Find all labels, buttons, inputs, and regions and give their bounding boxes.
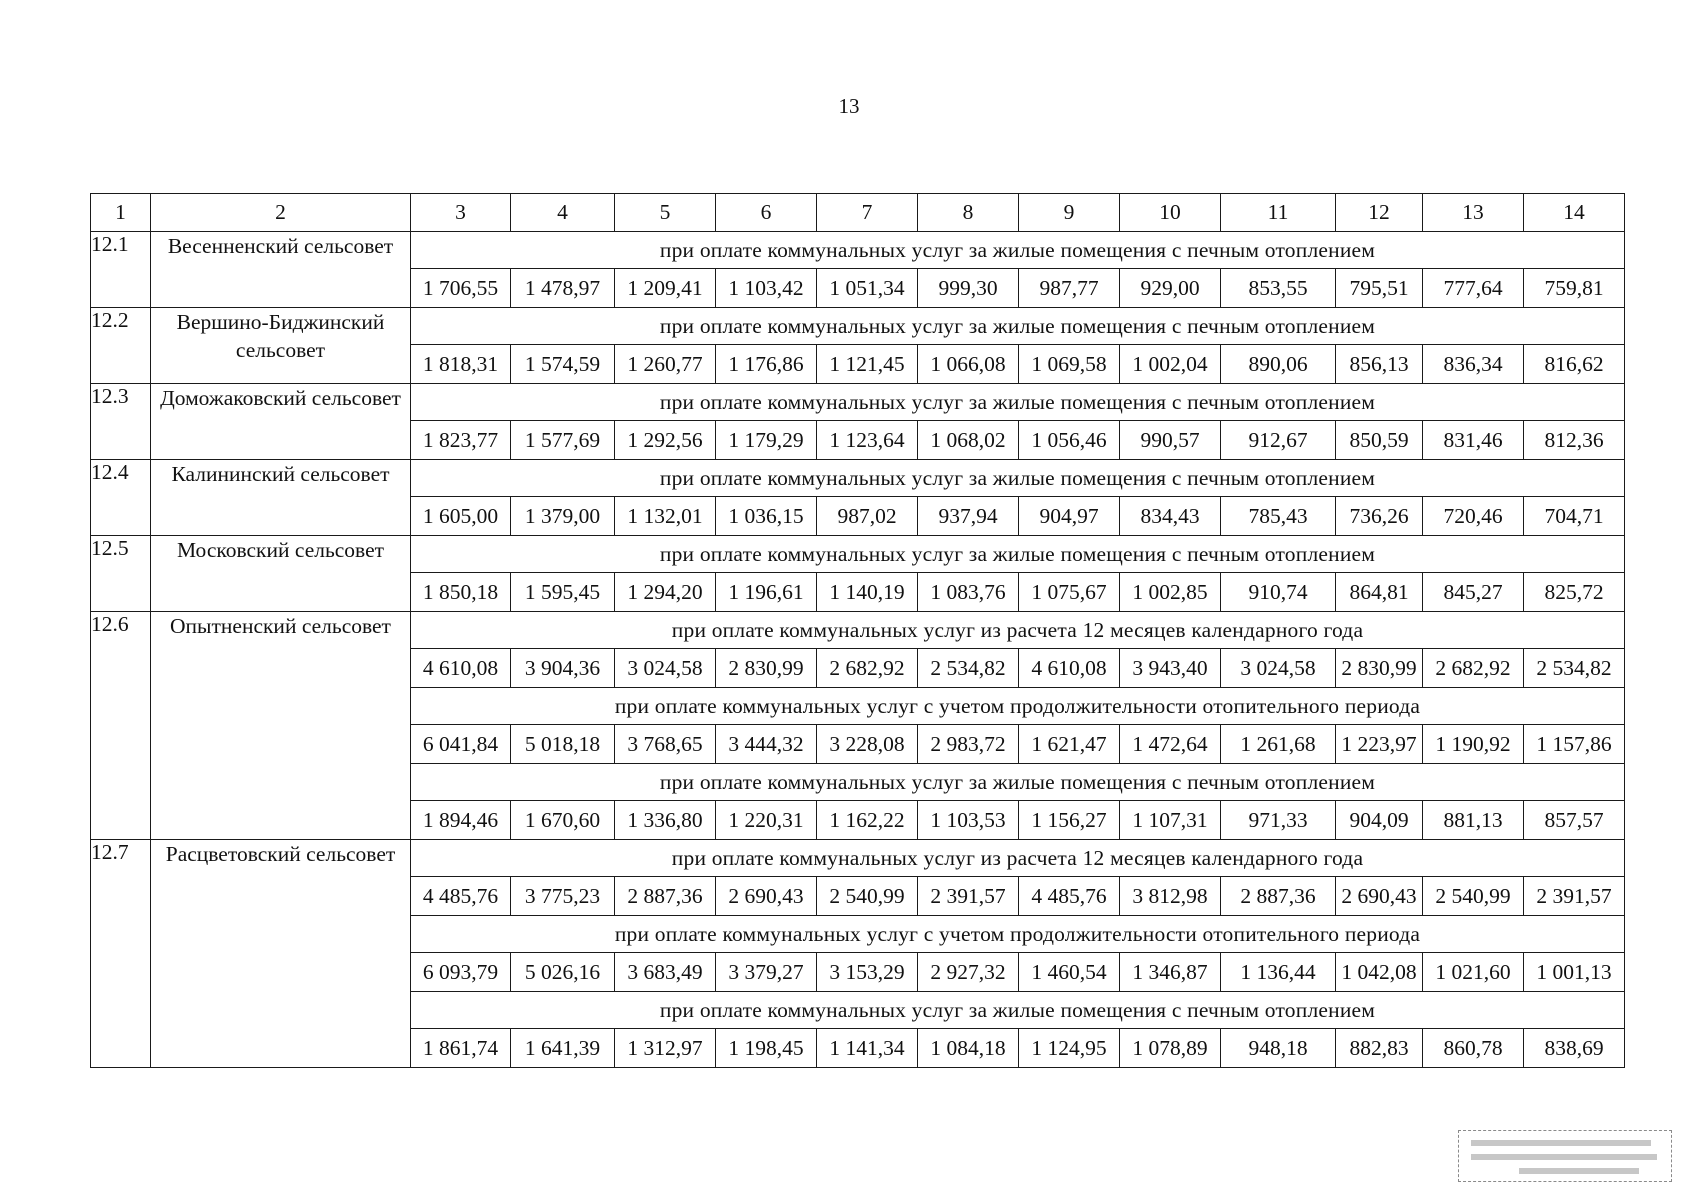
tariff-value: 1 176,86: [716, 345, 817, 384]
tariff-value: 882,83: [1336, 1029, 1423, 1068]
section-title: при оплате коммунальных услуг с учетом продолжительности отопительного периода: [411, 916, 1625, 953]
section-title: при оплате коммунальных услуг за жилые помещения с печным отоплением: [411, 536, 1625, 573]
tariff-value: 1 861,74: [411, 1029, 511, 1068]
tariff-value: 856,13: [1336, 345, 1423, 384]
tariff-value: 831,46: [1423, 421, 1524, 460]
entry-index: 12.5: [91, 536, 151, 612]
entry-name: Весенненский сельсовет: [151, 232, 411, 308]
tariff-value: 1 336,80: [615, 801, 716, 840]
entry-name: Расцветовский сельсовет: [151, 840, 411, 1068]
tariff-value: 1 157,86: [1524, 725, 1625, 764]
tariff-value: 971,33: [1221, 801, 1336, 840]
tariff-value: 1 261,68: [1221, 725, 1336, 764]
tariff-value: 834,43: [1120, 497, 1221, 536]
section-title-row: [91, 536, 1625, 573]
section-title: при оплате коммунальных услуг за жилые помещения с печным отоплением: [411, 460, 1625, 497]
tariff-value: 736,26: [1336, 497, 1423, 536]
tariff-value: 1 478,97: [511, 269, 615, 308]
tariff-value: 1 107,31: [1120, 801, 1221, 840]
column-number: 14: [1524, 194, 1625, 232]
section-title: при оплате коммунальных услуг за жилые помещения с печным отоплением: [411, 232, 1625, 269]
section-title-row: [91, 612, 1625, 649]
tariff-value: 4 610,08: [411, 649, 511, 688]
tariff-value: 904,09: [1336, 801, 1423, 840]
official-stamp: [1458, 1130, 1672, 1182]
tariff-value: 1 209,41: [615, 269, 716, 308]
tariff-value: 1 220,31: [716, 801, 817, 840]
tariff-table: [90, 193, 1625, 1068]
tariff-value: 1 605,00: [411, 497, 511, 536]
tariff-value: 1 051,34: [817, 269, 918, 308]
tariff-value: 1 641,39: [511, 1029, 615, 1068]
tariff-value: 1 083,76: [918, 573, 1019, 612]
section-title: при оплате коммунальных услуг за жилые помещения с печным отоплением: [411, 384, 1625, 421]
tariff-value: 3 812,98: [1120, 877, 1221, 916]
tariff-value: 838,69: [1524, 1029, 1625, 1068]
tariff-value: 1 002,85: [1120, 573, 1221, 612]
tariff-value: 2 391,57: [1524, 877, 1625, 916]
tariff-value: 1 141,34: [817, 1029, 918, 1068]
section-title-row: [91, 840, 1625, 877]
tariff-value: 1 075,67: [1019, 573, 1120, 612]
tariff-value: 759,81: [1524, 269, 1625, 308]
entry-index: 12.7: [91, 840, 151, 1068]
tariff-value: 948,18: [1221, 1029, 1336, 1068]
tariff-value: 6 093,79: [411, 953, 511, 992]
tariff-value: 1 002,04: [1120, 345, 1221, 384]
tariff-value: 5 018,18: [511, 725, 615, 764]
tariff-value: 2 540,99: [817, 877, 918, 916]
tariff-value: 3 943,40: [1120, 649, 1221, 688]
tariff-value: 1 595,45: [511, 573, 615, 612]
entry-name: Московский сельсовет: [151, 536, 411, 612]
tariff-value: 3 444,32: [716, 725, 817, 764]
tariff-value: 2 927,32: [918, 953, 1019, 992]
tariff-value: 1 103,42: [716, 269, 817, 308]
tariff-value: 1 001,13: [1524, 953, 1625, 992]
column-number: 13: [1423, 194, 1524, 232]
tariff-value: 825,72: [1524, 573, 1625, 612]
tariff-value: 1 042,08: [1336, 953, 1423, 992]
tariff-value: 1 292,56: [615, 421, 716, 460]
column-number: 8: [918, 194, 1019, 232]
tariff-value: 1 136,44: [1221, 953, 1336, 992]
column-number: 5: [615, 194, 716, 232]
section-title: при оплате коммунальных услуг из расчета 12 месяцев календарного года: [411, 840, 1625, 877]
entry-index: 12.6: [91, 612, 151, 840]
tariff-value: 3 024,58: [615, 649, 716, 688]
tariff-value: 4 485,76: [1019, 877, 1120, 916]
section-title: при оплате коммунальных услуг за жилые помещения с печным отоплением: [411, 992, 1625, 1029]
tariff-value: 2 540,99: [1423, 877, 1524, 916]
tariff-value: 1 123,64: [817, 421, 918, 460]
tariff-value: 785,43: [1221, 497, 1336, 536]
entry-index: 12.1: [91, 232, 151, 308]
tariff-value: 1 084,18: [918, 1029, 1019, 1068]
tariff-value: 1 346,87: [1120, 953, 1221, 992]
section-title-row: [91, 384, 1625, 421]
tariff-value: 2 830,99: [1336, 649, 1423, 688]
entry-name: Калининский сельсовет: [151, 460, 411, 536]
tariff-value: 3 228,08: [817, 725, 918, 764]
column-number: 3: [411, 194, 511, 232]
entry-index: 12.4: [91, 460, 151, 536]
tariff-value: 999,30: [918, 269, 1019, 308]
tariff-value: 910,74: [1221, 573, 1336, 612]
tariff-value: 2 534,82: [918, 649, 1019, 688]
column-number: 7: [817, 194, 918, 232]
tariff-value: 795,51: [1336, 269, 1423, 308]
tariff-value: 2 534,82: [1524, 649, 1625, 688]
entry-index: 12.2: [91, 308, 151, 384]
tariff-value: 1 132,01: [615, 497, 716, 536]
tariff-value: 1 223,97: [1336, 725, 1423, 764]
column-number: 11: [1221, 194, 1336, 232]
tariff-value: 1 078,89: [1120, 1029, 1221, 1068]
tariff-value: 845,27: [1423, 573, 1524, 612]
tariff-value: 1 056,46: [1019, 421, 1120, 460]
tariff-value: 1 823,77: [411, 421, 511, 460]
section-title-row: [91, 308, 1625, 345]
tariff-value: 890,06: [1221, 345, 1336, 384]
section-title: при оплате коммунальных услуг из расчета 12 месяцев календарного года: [411, 612, 1625, 649]
tariff-value: 850,59: [1336, 421, 1423, 460]
tariff-value: 990,57: [1120, 421, 1221, 460]
tariff-value: 2 690,43: [716, 877, 817, 916]
section-title-row: [91, 232, 1625, 269]
tariff-value: 1 021,60: [1423, 953, 1524, 992]
tariff-value: 1 068,02: [918, 421, 1019, 460]
tariff-value: 2 682,92: [1423, 649, 1524, 688]
tariff-value: 2 690,43: [1336, 877, 1423, 916]
tariff-value: 1 472,64: [1120, 725, 1221, 764]
tariff-value: 3 768,65: [615, 725, 716, 764]
tariff-value: 4 610,08: [1019, 649, 1120, 688]
tariff-value: 3 683,49: [615, 953, 716, 992]
tariff-value: 720,46: [1423, 497, 1524, 536]
tariff-value: 1 894,46: [411, 801, 511, 840]
tariff-value: 777,64: [1423, 269, 1524, 308]
tariff-value: 2 682,92: [817, 649, 918, 688]
tariff-value: 1 818,31: [411, 345, 511, 384]
tariff-value: 1 121,45: [817, 345, 918, 384]
entry-name: Доможаковский сельсовет: [151, 384, 411, 460]
entry-index: 12.3: [91, 384, 151, 460]
tariff-value: 857,57: [1524, 801, 1625, 840]
column-number: 4: [511, 194, 615, 232]
tariff-value: 987,77: [1019, 269, 1120, 308]
stamp-line: [1519, 1168, 1639, 1174]
tariff-value: 937,94: [918, 497, 1019, 536]
tariff-value: 3 379,27: [716, 953, 817, 992]
tariff-value: 1 103,53: [918, 801, 1019, 840]
tariff-value: 904,97: [1019, 497, 1120, 536]
tariff-value: 1 621,47: [1019, 725, 1120, 764]
section-title: при оплате коммунальных услуг за жилые помещения с печным отоплением: [411, 308, 1625, 345]
tariff-value: 1 577,69: [511, 421, 615, 460]
entry-name: Вершино-Биджинский сельсовет: [151, 308, 411, 384]
tariff-value: 704,71: [1524, 497, 1625, 536]
section-title-row: [91, 460, 1625, 497]
tariff-value: 1 036,15: [716, 497, 817, 536]
tariff-value: 1 179,29: [716, 421, 817, 460]
tariff-value: 1 198,45: [716, 1029, 817, 1068]
tariff-value: 3 904,36: [511, 649, 615, 688]
tariff-value: 6 041,84: [411, 725, 511, 764]
tariff-value: 987,02: [817, 497, 918, 536]
column-number: 10: [1120, 194, 1221, 232]
tariff-value: 1 379,00: [511, 497, 615, 536]
tariff-value: 860,78: [1423, 1029, 1524, 1068]
tariff-value: 836,34: [1423, 345, 1524, 384]
tariff-value: 3 775,23: [511, 877, 615, 916]
stamp-line: [1471, 1154, 1657, 1160]
tariff-value: 1 574,59: [511, 345, 615, 384]
column-number: 12: [1336, 194, 1423, 232]
column-number: 6: [716, 194, 817, 232]
tariff-value: 1 850,18: [411, 573, 511, 612]
tariff-value: 816,62: [1524, 345, 1625, 384]
tariff-value: 1 162,22: [817, 801, 918, 840]
column-number-row: [91, 194, 1625, 232]
tariff-value: 1 312,97: [615, 1029, 716, 1068]
tariff-value: 864,81: [1336, 573, 1423, 612]
tariff-value: 853,55: [1221, 269, 1336, 308]
tariff-value: 1 670,60: [511, 801, 615, 840]
tariff-value: 1 140,19: [817, 573, 918, 612]
tariff-table-body: [91, 194, 1625, 1068]
column-number: 2: [151, 194, 411, 232]
tariff-value: 1 156,27: [1019, 801, 1120, 840]
tariff-value: 2 830,99: [716, 649, 817, 688]
section-title: при оплате коммунальных услуг с учетом продолжительности отопительного периода: [411, 688, 1625, 725]
tariff-value: 3 024,58: [1221, 649, 1336, 688]
entry-name: Опытненский сельсовет: [151, 612, 411, 840]
tariff-value: 1 066,08: [918, 345, 1019, 384]
tariff-value: 1 260,77: [615, 345, 716, 384]
tariff-value: 812,36: [1524, 421, 1625, 460]
tariff-value: 881,13: [1423, 801, 1524, 840]
tariff-value: 2 887,36: [615, 877, 716, 916]
tariff-value: 2 887,36: [1221, 877, 1336, 916]
section-title: при оплате коммунальных услуг за жилые помещения с печным отоплением: [411, 764, 1625, 801]
tariff-value: 2 391,57: [918, 877, 1019, 916]
page-number: 13: [838, 94, 860, 118]
column-number: 9: [1019, 194, 1120, 232]
tariff-value: 3 153,29: [817, 953, 918, 992]
tariff-value: 1 190,92: [1423, 725, 1524, 764]
tariff-value: 2 983,72: [918, 725, 1019, 764]
tariff-value: 1 294,20: [615, 573, 716, 612]
tariff-value: 1 460,54: [1019, 953, 1120, 992]
column-number: 1: [91, 194, 151, 232]
stamp-line: [1471, 1140, 1651, 1146]
tariff-value: 912,67: [1221, 421, 1336, 460]
tariff-value: 1 124,95: [1019, 1029, 1120, 1068]
tariff-value: 1 069,58: [1019, 345, 1120, 384]
tariff-value: 1 196,61: [716, 573, 817, 612]
tariff-value: 4 485,76: [411, 877, 511, 916]
tariff-value: 1 706,55: [411, 269, 511, 308]
tariff-value: 929,00: [1120, 269, 1221, 308]
tariff-value: 5 026,16: [511, 953, 615, 992]
